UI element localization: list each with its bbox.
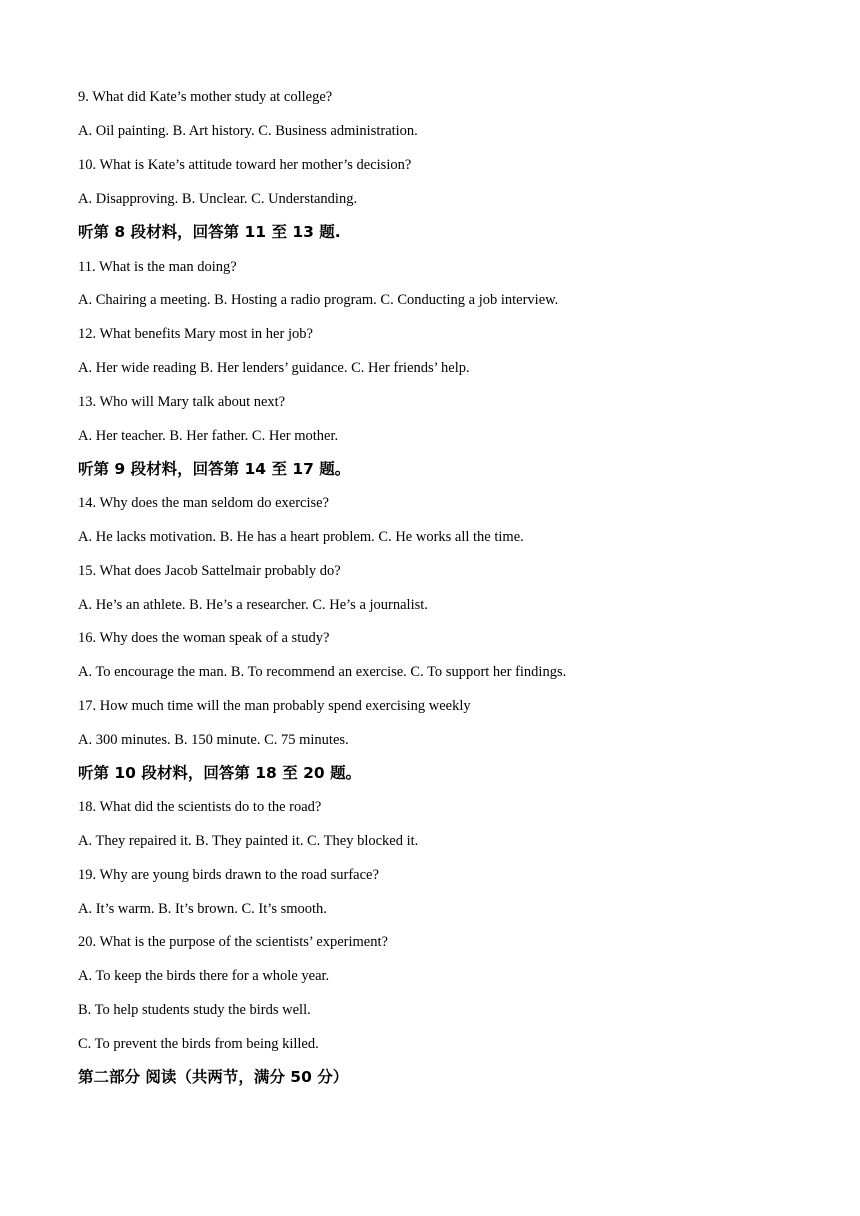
- question-18-options: A. They repaired it. B. They painted it. C. They blocked it.: [78, 833, 419, 849]
- question-20-option-a: A. To keep the birds there for a whole year.: [78, 968, 330, 984]
- question-13: 13. Who will Mary talk about next?: [78, 394, 286, 410]
- question-20-option-c: C. To prevent the birds from being killed.: [78, 1036, 319, 1052]
- question-15-options: A. He’s an athlete. B. He’s a researcher. C. He’s a journalist.: [78, 597, 428, 613]
- question-14-options: A. He lacks motivation. B. He has a heart problem. C. He works all the time.: [78, 529, 524, 545]
- question-10-options: A. Disapproving. B. Unclear. C. Understanding.: [78, 191, 358, 207]
- question-19: 19. Why are young birds drawn to the road surface?: [78, 867, 379, 883]
- question-18: 18. What did the scientists do to the road?: [78, 799, 322, 815]
- question-20: 20. What is the purpose of the scientists’ experiment?: [78, 934, 388, 950]
- question-11-options: A. Chairing a meeting. B. Hosting a radio program. C. Conducting a job interview.: [78, 292, 559, 308]
- question-12: 12. What benefits Mary most in her job?: [78, 326, 313, 342]
- question-16: 16. Why does the woman speak of a study?: [78, 630, 330, 646]
- question-16-options: A. To encourage the man. B. To recommend an exercise. C. To support her findings.: [78, 664, 567, 680]
- section-heading-8: 听第 8 段材料，回答第 11 至 13 题.: [78, 223, 341, 241]
- part-two-heading: 第二部分 阅读（共两节，满分 50 分）: [78, 1068, 349, 1086]
- question-17-options: A. 300 minutes. B. 150 minute. C. 75 minutes.: [78, 732, 349, 748]
- section-heading-9: 听第 9 段材料，回答第 14 至 17 题。: [78, 460, 351, 478]
- question-13-options: A. Her teacher. B. Her father. C. Her mother.: [78, 428, 339, 444]
- section-heading-10: 听第 10 段材料，回答第 18 至 20 题。: [78, 764, 362, 782]
- question-15: 15. What does Jacob Sattelmair probably do?: [78, 563, 341, 579]
- question-11: 11. What is the man doing?: [78, 259, 237, 275]
- question-9-options: A. Oil painting. B. Art history. C. Business administration.: [78, 123, 418, 139]
- question-17: 17. How much time will the man probably spend exercising weekly: [78, 698, 471, 714]
- question-14: 14. Why does the man seldom do exercise?: [78, 495, 329, 511]
- question-9: 9. What did Kate’s mother study at college?: [78, 89, 333, 105]
- question-10: 10. What is Kate’s attitude toward her mother’s decision?: [78, 157, 412, 173]
- question-20-option-b: B. To help students study the birds well.: [78, 1002, 311, 1018]
- question-12-options: A. Her wide reading B. Her lenders’ guidance. C. Her friends’ help.: [78, 360, 470, 376]
- question-19-options: A. It’s warm. B. It’s brown. C. It’s smooth.: [78, 901, 327, 917]
